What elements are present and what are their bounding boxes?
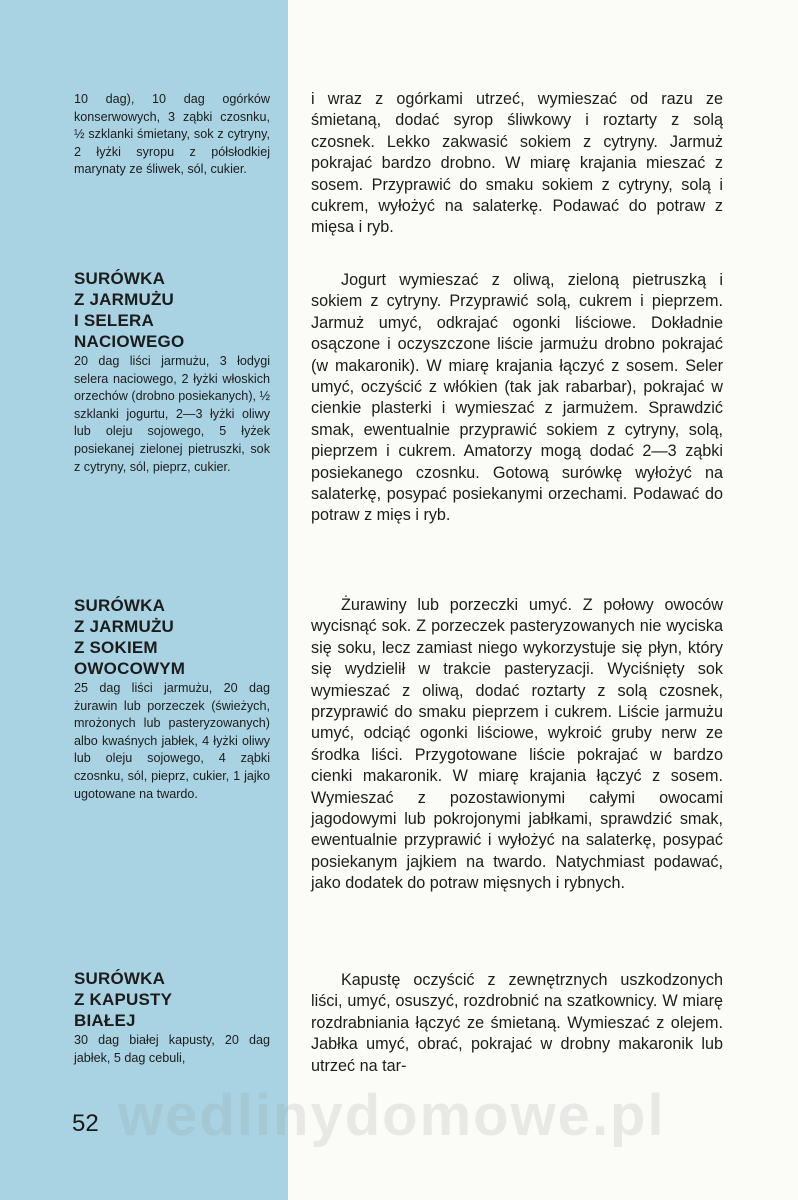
instructions-paragraph: i wraz z ogórkami utrzeć, wymieszać od razu ze śmietaną, dodać syrop śliwkowy i roztarty z solą czosnek. Lekko zakwasić sokiem z cytryny. Jarmuż pokrajać bardzo drobno. W miarę krajania mieszać z sosem. Przyprawić do smaku sokiem z cytryny, solą i cukrem, wyłożyć na salaterkę. Podawać do potraw z mięsa i ryb. <box>311 90 723 237</box>
watermark: wedlinydomowe.pl <box>118 1083 666 1148</box>
recipe-title-line: Z KAPUSTY <box>74 990 173 1009</box>
recipe-title-line: Z SOKIEM <box>74 638 158 657</box>
recipe-title-line: Z JARMUŻU <box>74 617 175 636</box>
recipe-title <box>74 268 274 352</box>
ingredients-list: 10 dag), 10 dag ogórków konserwowych, 3 ząbki czosnku, ½ szklanki śmietany, sok z cytryny, 2 łyżki syropu z półsłodkiej marynaty ze śliwek, sól, cukier. <box>74 92 270 177</box>
recipe-title-line: I SELERA <box>74 311 155 330</box>
recipe-title-line: SURÓWKA <box>74 596 166 615</box>
recipe-title-line: SURÓWKA <box>74 269 166 288</box>
recipe-title-line: NACIOWEGO <box>74 332 185 351</box>
recipe-title <box>74 968 274 1031</box>
recipe-title-line: SURÓWKA <box>74 969 166 988</box>
ingredients-list: 20 dag liści jarmużu, 3 łodygi selera naciowego, 2 łyżki włoskich orzechów (drobno posiekanych), ½ szklanki jogurtu, 2—3 łyżki oliwy lub oleju sojowego, 5 łyżek posiekanej zielonej pietruszki, sok z cytryny, sól, pieprz, cukier. <box>74 354 271 474</box>
recipe-title-line: BIAŁEJ <box>74 1011 136 1030</box>
instructions-paragraph: Kapustę oczyścić z zewnętrznych uszkodzonych liści, umyć, osuszyć, rozdrobnić na szatkownicy. W miarę rozdrabniania łączyć ze śmietaną. Wymieszać z olejem. Jabłka umyć, obrać, pokrajać w drobny makaronik lub utrzeć na tar- <box>311 971 723 1075</box>
recipe-title-line: OWOCOWYM <box>74 659 186 678</box>
recipe-title-line: Z JARMUŻU <box>74 290 175 309</box>
recipe-title <box>74 595 274 679</box>
ingredients-list: 25 dag liści jarmużu, 20 dag żurawin lub porzeczek (świeżych, mrożonych lub pasteryzowanych) albo kwaśnych jabłek, 4 łyżki oliwy lub oleju sojowego, 4 ząbki czosnku, sól, pieprz, cukier, 1 jajko ugotowane na twardo. <box>74 681 270 801</box>
instructions-paragraph: Żurawiny lub porzeczki umyć. Z połowy owoców wycisnąć sok. Z porzeczek pasteryzowanych nie wyciska się soku, lecz zamiast niego wykorzystuje się płyn, który się wydzielił w trakcie pasteryzacji. Wyciśnięty sok wymieszać z oliwą, dodać roztarty z solą czosnek, przyprawić do smaku pieprzem i cukrem. Liście jarmużu umyć, odciąć ogonki liściowe, wykroić gruby nerw ze środka liści. Przygotowane liście pokrajać w bardzo cienki makaronik. W miarę krajania łączyć z sosem. Wymieszać z pozostawionymi całymi owocami jagodowymi lub pokrojonymi jabłkami, sprawdzić smak, ewentualnie przyprawić i wyłożyć na salaterkę, posypać posiekanym jajkiem na twardo. Natychmiast podawać, jako dodatek do potraw mięsnych i rybnych. <box>311 596 723 893</box>
ingredients-list: 30 dag białej kapusty, 20 dag jabłek, 5 dag cebuli, <box>74 1033 270 1065</box>
page-number: 52 <box>72 1110 99 1137</box>
instructions-paragraph: Jogurt wymieszać z oliwą, zieloną pietruszką i sokiem z cytryny. Przyprawić solą, cukrem i pieprzem. Jarmuż umyć, odkrajać ogonki liściowe. Dokładnie osączone i oczyszczone liście jarmużu drobno pokrajać (w makaronik). W miarę krajania łączyć z sosem. Seler umyć, oczyścić z włókien (tak jak rabarbar), pokrajać w cienkie plasterki i wymieszać z jarmużem. Sprawdzić smak, ewentualnie przyprawić sokiem z cytryny, solą, pieprzem i cukrem. Amatorzy mogą dodać 2—3 ząbki posiekanego czosnku. Gotową surówkę wyłożyć na salaterkę, posypać posiekanymi orzechami. Podawać do potraw z mięs i ryb. <box>311 271 723 525</box>
